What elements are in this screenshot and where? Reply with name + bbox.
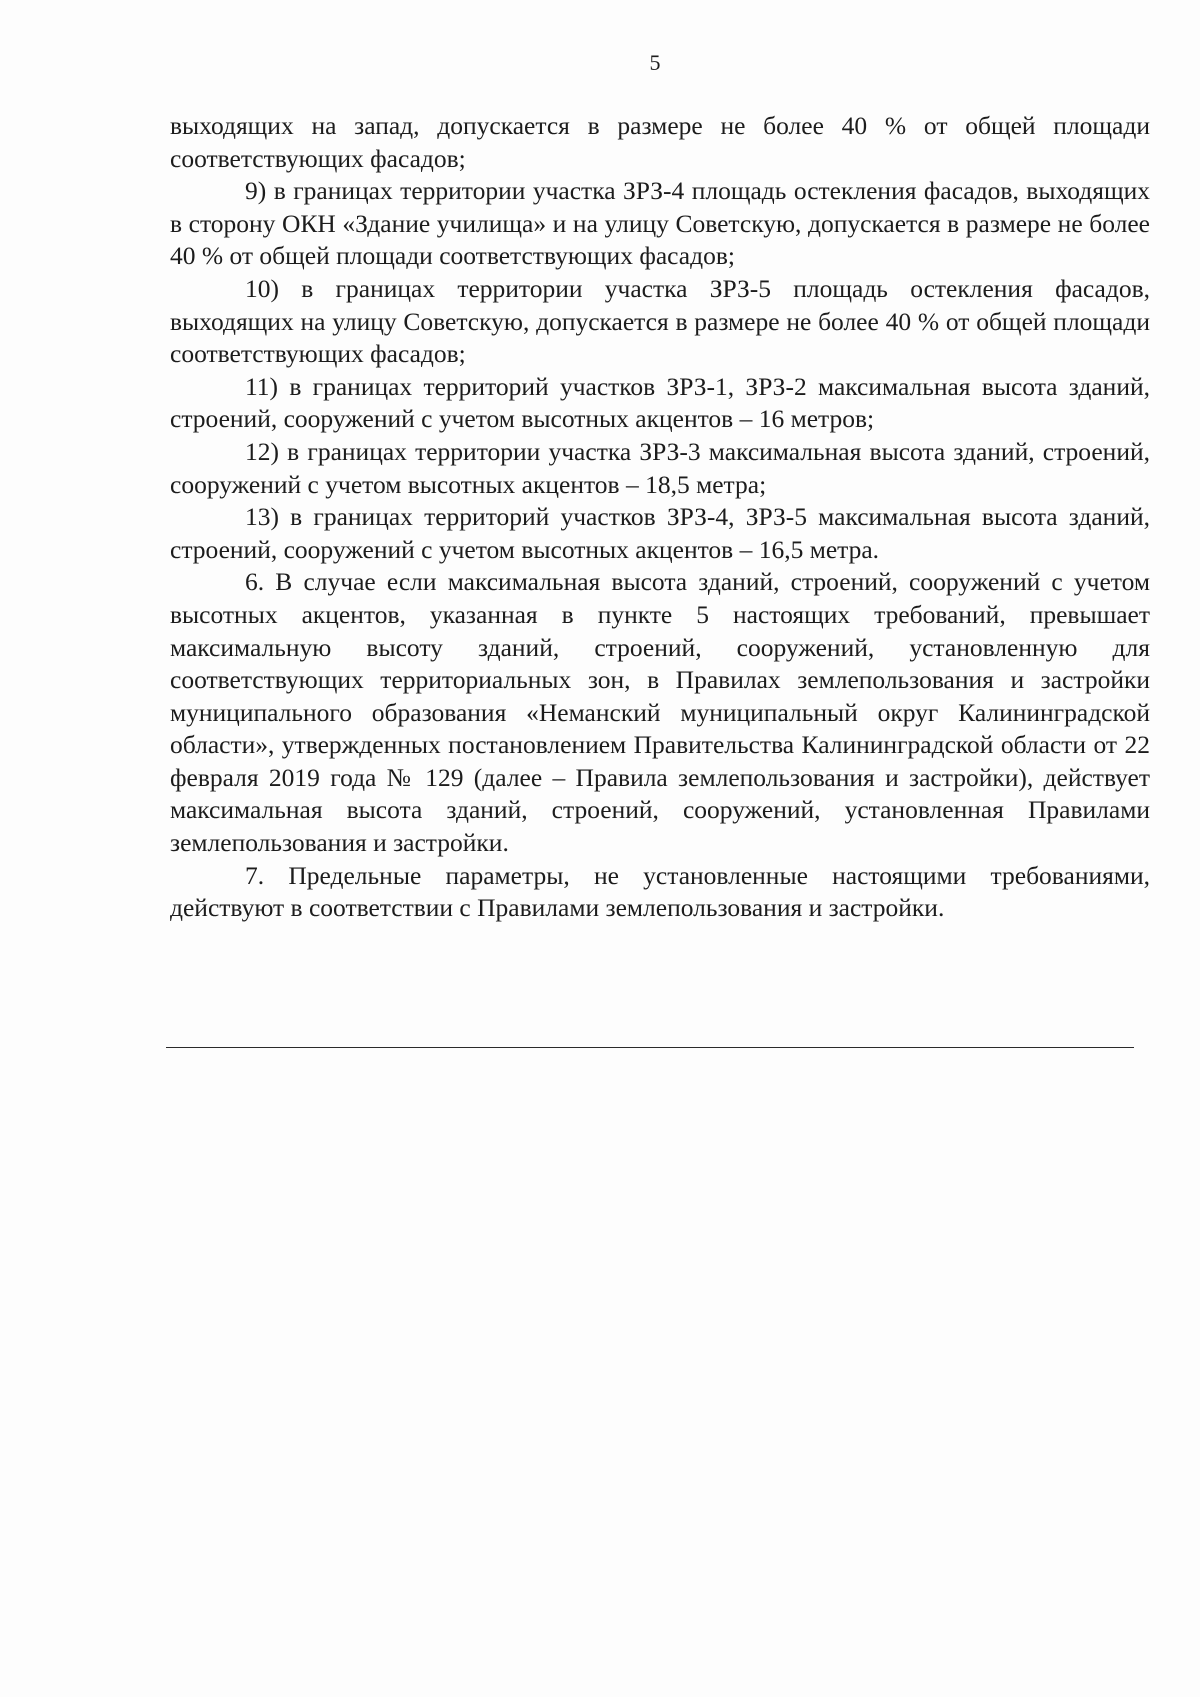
paragraph-item-12: 12) в границах территории участка ЗРЗ-3 максимальная высота зданий, строений, сооружений с учетом высотных акцентов – 18,5 метра; bbox=[170, 436, 1150, 499]
paragraph-continuation: выходящих на запад, допускается в размере не более 40 % от общей площади соответствующих фасадов; bbox=[170, 111, 1150, 173]
paragraph-item-13: 13) в границах территорий участков ЗРЗ-4, ЗРЗ-5 максимальная высота зданий, строений, сооружений с учетом высотных акцентов – 16,5 метра. bbox=[170, 502, 1150, 564]
document-body bbox=[170, 110, 1150, 925]
page-number: 5 bbox=[649, 50, 661, 75]
paragraph-section-7: 7. Предельные параметры, не установленные настоящими требованиями, действуют в соответствии с Правилами землепользования и застройки. bbox=[170, 860, 1150, 923]
paragraph-item-11: 11) в границах территорий участков ЗРЗ-1, ЗРЗ-2 максимальная высота зданий, строений, сооружений с учетом высотных акцентов – 16 метров; bbox=[170, 371, 1150, 434]
end-of-document-rule bbox=[166, 1047, 1134, 1048]
paragraph-item-10: 10) в границах территории участка ЗРЗ-5 площадь остекления фасадов, выходящих на улицу Советскую, допускается в размере не более 40 % от общей площади соответствующих фасадов; bbox=[170, 273, 1150, 369]
paragraph-item-9: 9) в границах территории участка ЗРЗ-4 площадь остекления фасадов, выходящих в сторону ОКН «Здание училища» и на улицу Советскую, допускается в размере не более 40 % от общей площади соответствующих фасадов; bbox=[170, 176, 1150, 271]
paragraph-section-6: 6. В случае если максимальная высота зданий, строений, сооружений с учетом высотных акцентов, указанная в пункте 5 настоящих требований, превышает максимальную высоту зданий, строений, сооружений, установленную для соответствующих территориальных зон, в Правилах землепользования и застройки муниципального образования «Неманский муниципальный округ Калининградской области», утвержденных постановлением Правительства Калининградской области от 22 февраля 2019 года № 129 (далее – Правила землепользования и застройки), действует максимальная высота зданий, строений, сооружений, установленная Правилами землепользования и застройки. bbox=[170, 567, 1150, 858]
